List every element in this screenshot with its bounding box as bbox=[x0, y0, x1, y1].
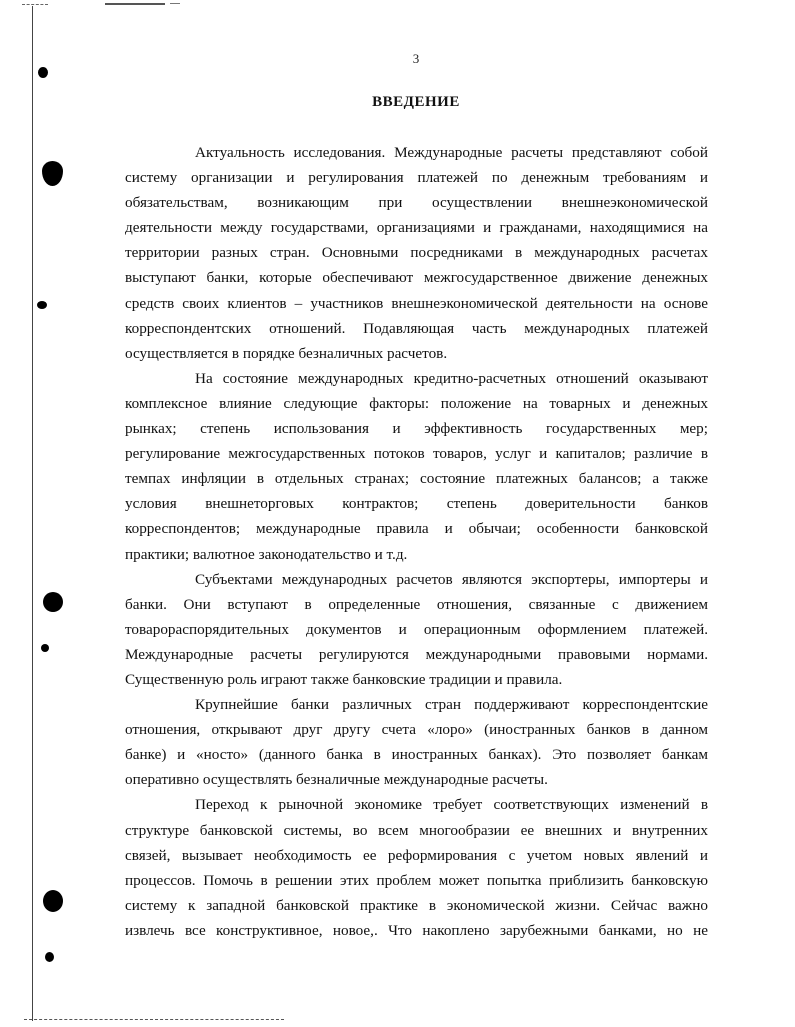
text-line: систему организации и регулирования платежей по денежным требованиям и bbox=[125, 169, 708, 187]
text-line: территории разных стран. Основными посредниками в международных расчетах bbox=[125, 244, 708, 262]
text-line: условия внешнеторговых контрактов; степень доверительности банков bbox=[125, 495, 708, 513]
text-line: Крупнейшие банки различных стран поддерживают корреспондентские bbox=[195, 696, 708, 714]
page-title: ВВЕДЕНИЕ bbox=[372, 94, 460, 110]
text-line: отношения, открывают друг другу счета «лоро» (иностранных банков в данном bbox=[125, 721, 708, 739]
page-number: 3 bbox=[412, 51, 420, 66]
text-line: извлечь все конструктивное, новое,. Что накоплено зарубежными банками, но не bbox=[125, 921, 708, 939]
punch-hole-mark bbox=[43, 592, 63, 612]
scan-edge-top bbox=[105, 3, 165, 5]
text-line: оперативно осуществлять безналичные международные расчеты. bbox=[125, 771, 548, 789]
text-line: товарораспорядительных документов и операционным оформлением платежей. bbox=[125, 620, 708, 638]
punch-hole-mark bbox=[42, 161, 63, 186]
text-line: банке) и «носто» (данного банка в иностранных банках). Это позволяет банкам bbox=[125, 746, 708, 764]
text-line: корреспондентских отношений. Подавляющая часть международных платежей bbox=[125, 319, 708, 337]
scan-edge-top bbox=[170, 3, 180, 4]
text-line: выступают банки, которые обеспечивают межгосударственное движение денежных bbox=[125, 269, 708, 287]
text-line: темпах инфляции в отдельных странах; состояние платежных балансов; а также bbox=[125, 470, 708, 488]
text-line: средств своих клиентов – участников внешнеэкономической деятельности на основе bbox=[125, 294, 708, 312]
text-line: комплексное влияние следующие факторы: положение на товарных и денежных bbox=[125, 394, 708, 412]
text-line: рынках; степень использования и эффективность государственных мер; bbox=[125, 420, 708, 438]
text-line: Международные расчеты регулируются международными правовыми нормами. bbox=[125, 645, 708, 663]
punch-hole-mark bbox=[41, 644, 49, 652]
scan-edge-bottom bbox=[24, 1019, 284, 1021]
text-line: банки. Они вступают в определенные отношения, связанные с движением bbox=[125, 595, 708, 613]
text-line: систему к западной банковской практике в экономической жизни. Сейчас важно bbox=[125, 896, 708, 914]
scan-edge-left bbox=[32, 6, 33, 1021]
text-line: структуре банковской системы, во всем многообразии ее внешних и внутренних bbox=[125, 821, 708, 839]
text-line: корреспондентов; международные правила и обычаи; особенности банковской bbox=[125, 520, 708, 538]
text-line: Актуальность исследования. Международные расчеты представляют собой bbox=[195, 144, 708, 161]
punch-hole-mark bbox=[37, 301, 47, 309]
punch-hole-mark bbox=[45, 952, 54, 962]
text-line: осуществляется в порядке безналичных расчетов. bbox=[125, 344, 448, 362]
text-line: Субъектами международных расчетов являются экспортеры, импортеры и bbox=[195, 570, 708, 588]
text-line: связей, вызывает необходимость ее реформирования с учетом новых явлений и bbox=[125, 846, 708, 864]
scan-edge-top bbox=[22, 4, 48, 6]
punch-hole-mark bbox=[43, 890, 63, 912]
body-text bbox=[125, 140, 708, 943]
text-line: Переход к рыночной экономике требует соответствующих изменений в bbox=[195, 796, 708, 814]
text-line: На состояние международных кредитно-расчетных отношений оказывают bbox=[195, 369, 708, 387]
text-line: процессов. Помочь в решении этих проблем может попытка приблизить банковскую bbox=[125, 871, 708, 889]
text-line: Существенную роль играют также банковские традиции и правила. bbox=[125, 670, 563, 688]
text-line: обязательствам, возникающим при осуществлении внешнеэкономической bbox=[125, 194, 708, 212]
text-line: регулирование межгосударственных потоков товаров, услуг и капиталов; различие в bbox=[125, 445, 708, 463]
text-line: практики; валютное законодательство и т.д. bbox=[125, 545, 408, 563]
punch-hole-mark bbox=[38, 67, 48, 78]
text-line: деятельности между государствами, организациями и гражданами, находящимися на bbox=[125, 219, 708, 237]
